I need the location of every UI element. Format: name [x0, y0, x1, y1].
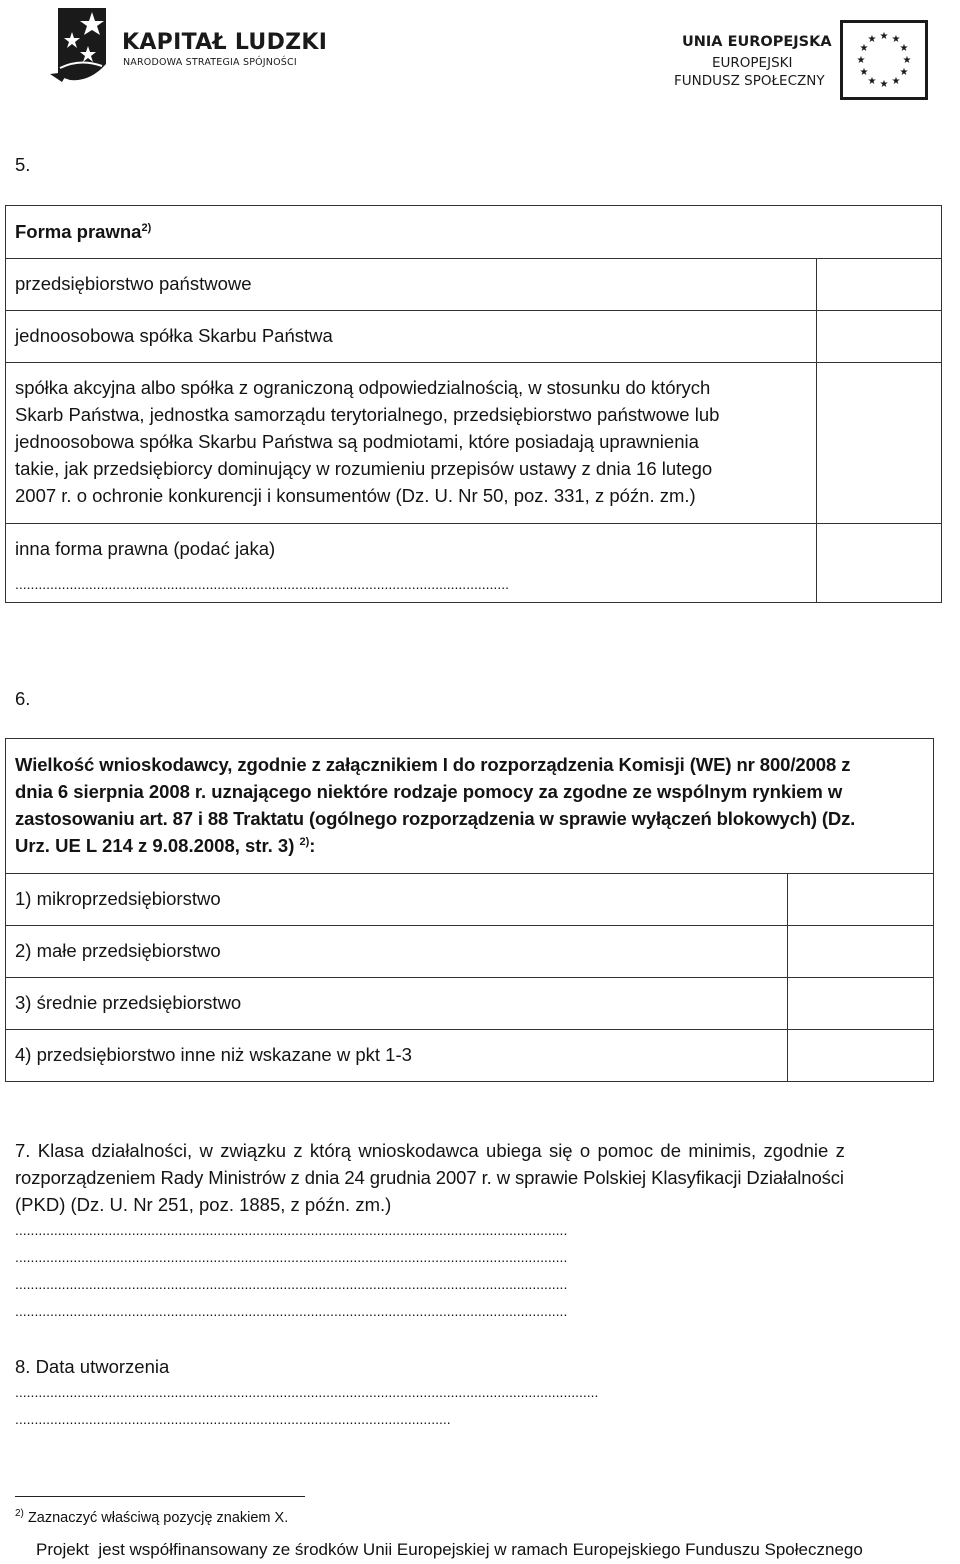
section6-checkbox-4[interactable]	[787, 1029, 934, 1082]
section5-option-3-line: jednoosobowa spółka Skarbu Państwa są podmiotami, które posiadają uprawnienia	[15, 431, 699, 452]
kapital-ludzki-tagline: NARODOWA STRATEGIA SPÓJNOŚCI	[123, 57, 297, 68]
svg-text:★: ★	[891, 34, 901, 45]
section5-option-3-line: spółka akcyjna albo spółka z ograniczoną odpowiedzialnością, w stosunku do których	[15, 377, 711, 398]
section5-checkbox-4[interactable]	[816, 523, 942, 603]
section7-dot-line: ..............................................................................................................................................	[15, 1276, 568, 1292]
svg-text:★: ★	[899, 67, 909, 78]
svg-text:★: ★	[867, 34, 877, 45]
svg-text:★: ★	[879, 31, 889, 42]
svg-text:★: ★	[879, 79, 889, 90]
section7-line: 7. Klasa działalności, w związku z którą wnioskodawca ubiega się o pomoc de minimis, zgodnie z	[15, 1140, 845, 1161]
eu-logo-line1: UNIA EUROPEJSKA	[682, 34, 832, 50]
svg-text:★: ★	[859, 43, 869, 54]
section6-title-line-last	[15, 833, 315, 859]
section6-option-2: 2) małe przedsiębiorstwo	[15, 940, 221, 961]
section5-title	[15, 219, 151, 245]
section7-dot-line: ..............................................................................................................................................	[15, 1222, 568, 1238]
section5-number: 5.	[15, 154, 31, 175]
section6-title-colon: :	[309, 835, 316, 856]
kapital-ludzki-logo	[50, 2, 330, 86]
svg-text:★: ★	[859, 67, 869, 78]
section5-option-3-line: Skarb Państwa, jednostka samorządu terytorialnego, przedsiębiorstwo państwowe lub	[15, 404, 720, 425]
svg-text:★: ★	[899, 43, 909, 54]
section7-dot-line: ..............................................................................................................................................	[15, 1303, 568, 1319]
footnote-marker: 2)	[15, 1508, 24, 1520]
section7-dot-line: ..............................................................................................................................................	[15, 1249, 568, 1265]
section6-title-line: Wielkość wnioskodawcy, zgodnie z załącznikiem I do rozporządzenia Komisji (WE) nr 800/2008 z	[15, 754, 851, 775]
footnote-text: Zaznaczyć właściwą pozycję znakiem X.	[27, 1510, 289, 1526]
kapital-ludzki-name: KAPITAŁ LUDZKI	[122, 30, 328, 55]
section6-option-3: 3) średnie przedsiębiorstwo	[15, 992, 242, 1013]
section5-option-3-line: takie, jak przedsiębiorcy dominujący w rozumieniu przepisów ustawy z dnia 16 lutego	[15, 458, 713, 479]
eu-logo-line3: FUNDUSZ SPOŁECZNY	[674, 73, 825, 89]
section6-checkbox-2[interactable]	[787, 925, 934, 978]
section5-checkbox-1[interactable]	[816, 258, 942, 311]
eu-logo	[670, 20, 940, 102]
section6-title-line: zastosowaniu art. 87 i 88 Traktatu (ogólnego rozporządzenia w sprawie wyłączeń blokowych) (Dz.	[15, 808, 856, 829]
kapital-ludzki-emblem	[50, 2, 112, 86]
section8-dot-line: ................................................................................................................	[15, 1411, 451, 1427]
section5-option-1: przedsiębiorstwo państwowe	[15, 273, 252, 294]
section6-option-4: 4) przedsiębiorstwo inne niż wskazane w pkt 1-3	[15, 1044, 412, 1065]
section6-title-line: Urz. UE L 214 z 9.08.2008, str. 3)	[15, 835, 295, 856]
section6-option-1: 1) mikroprzedsiębiorstwo	[15, 888, 221, 909]
funding-footer: Projekt jest współfinansowany ze środków Unii Europejskiej w ramach Europejskiego Funduszu Społecznego	[36, 1540, 863, 1559]
section6-checkbox-3[interactable]	[787, 977, 934, 1030]
section8-dot-line: ......................................................................................................................................................	[15, 1384, 599, 1400]
svg-text:★: ★	[902, 55, 912, 66]
section6-checkbox-1[interactable]	[787, 873, 934, 926]
footnote	[15, 1510, 288, 1526]
section7-line: rozporządzeniem Rady Ministrów z dnia 24 grudnia 2007 r. w sprawie Polskiej Klasyfikacji Działalności	[15, 1167, 844, 1188]
svg-text:★: ★	[867, 76, 877, 87]
section5-title-footnote-ref: 2)	[141, 221, 152, 234]
section8-title: 8. Data utworzenia	[15, 1356, 170, 1377]
section5-option-4: inna forma prawna (podać jaka)	[15, 538, 276, 559]
footnote-divider	[15, 1496, 305, 1497]
svg-text:★: ★	[856, 55, 866, 66]
section5-checkbox-3[interactable]	[816, 362, 942, 524]
section7-line: (PKD) (Dz. U. Nr 251, poz. 1885, z późn. zm.)	[15, 1194, 392, 1215]
svg-text:★: ★	[891, 76, 901, 87]
eu-logo-line2: EUROPEJSKI	[712, 55, 793, 71]
section5-option-2: jednoosobowa spółka Skarbu Państwa	[15, 325, 333, 346]
section5-option-3-line: 2007 r. o ochronie konkurencji i konsumentów (Dz. U. Nr 50, poz. 331, z późn. zm.)	[15, 485, 696, 506]
section6-title-line: dnia 6 sierpnia 2008 r. uznającego niektóre rodzaje pomocy za zgodne ze wspólnym rynkiem w	[15, 781, 843, 802]
section5-option-4-dots: ...............................................................................................................................	[15, 576, 509, 592]
section6-title-footnote-ref: 2)	[299, 835, 310, 848]
section6-number: 6.	[15, 688, 31, 709]
section5-title-text: Forma prawna	[15, 221, 142, 242]
eu-flag-icon	[840, 20, 928, 100]
section5-checkbox-2[interactable]	[816, 310, 942, 363]
